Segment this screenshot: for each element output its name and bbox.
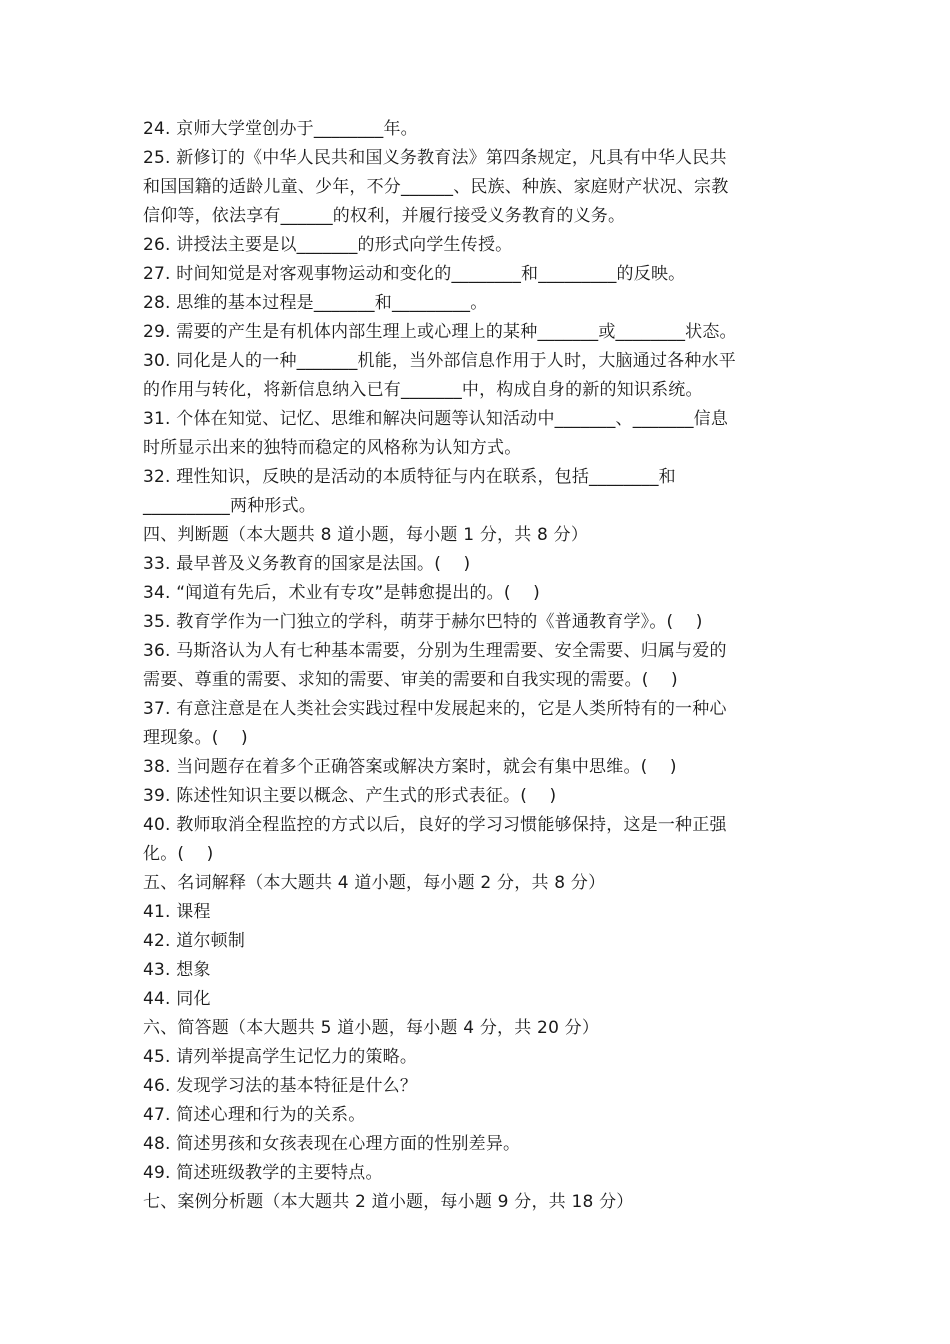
question-26: 26. 讲授法主要是以_______的形式向学生传授。 (143, 235, 513, 255)
question-43: 43. 想象 (143, 960, 211, 980)
section-heading-short-answer: 六、简答题（本大题共 5 道小题，每小题 4 分，共 20 分） (143, 1018, 600, 1038)
question-48: 48. 简述男孩和女孩表现在心理方面的性别差异。 (143, 1134, 521, 1154)
section-heading-definitions: 五、名词解释（本大题共 4 道小题，每小题 2 分，共 8 分） (143, 873, 606, 893)
question-42: 42. 道尔顿制 (143, 931, 246, 951)
question-35: 35. 教育学作为一门独立的学科，萌芽于赫尔巴特的《普通教育学》。( ) (143, 612, 703, 632)
exam-page (143, 115, 823, 1217)
question-25-line-1: 25. 新修订的《中华人民共和国义务教育法》第四条规定，凡具有中华人民共 (143, 148, 727, 168)
question-45: 45. 请列举提高学生记忆力的策略。 (143, 1047, 418, 1067)
question-49: 49. 简述班级教学的主要特点。 (143, 1163, 383, 1183)
section-heading-case-analysis: 七、案例分析题（本大题共 2 道小题，每小题 9 分，共 18 分） (143, 1192, 634, 1212)
question-24: 24. 京师大学堂创办于________年。 (143, 119, 418, 139)
question-31-line-1: 31. 个体在知觉、记忆、思维和解决问题等认知活动中_______、_______信息 (143, 409, 729, 429)
question-46: 46. 发现学习法的基本特征是什么？ (143, 1076, 418, 1096)
question-37-line-1: 37. 有意注意是在人类社会实践过程中发展起来的，它是人类所特有的一种心 (143, 699, 727, 719)
question-32-line-1: 32. 理性知识，反映的是活动的本质特征与内在联系，包括________和 (143, 467, 676, 487)
question-40-line-2: 化。( ) (143, 844, 214, 864)
question-40-line-1: 40. 教师取消全程监控的方式以后，良好的学习习惯能够保持，这是一种正强 (143, 815, 727, 835)
question-27: 27. 时间知觉是对客观事物运动和变化的________和_________的反映。 (143, 264, 686, 284)
question-25-line-3: 信仰等，依法享有______的权利，并履行接受义务教育的义务。 (143, 206, 626, 226)
question-37-line-2: 理现象。( ) (143, 728, 248, 748)
question-28: 28. 思维的基本过程是_______和_________。 (143, 293, 488, 313)
question-38: 38. 当问题存在着多个正确答案或解决方案时，就会有集中思维。( ) (143, 757, 677, 777)
section-heading-true-false: 四、判断题（本大题共 8 道小题，每小题 1 分，共 8 分） (143, 525, 589, 545)
question-44: 44. 同化 (143, 989, 211, 1009)
question-33: 33. 最早普及义务教育的国家是法国。( ) (143, 554, 471, 574)
question-36-line-2: 需要、尊重的需要、求知的需要、审美的需要和自我实现的需要。( ) (143, 670, 678, 690)
question-31-line-2: 时所显示出来的独特而稳定的风格称为认知方式。 (143, 438, 522, 458)
question-41: 41. 课程 (143, 902, 211, 922)
question-29: 29. 需要的产生是有机体内部生理上或心理上的某种_______或________状态。 (143, 322, 737, 342)
question-30-line-2: 的作用与转化，将新信息纳入已有_______中，构成自身的新的知识系统。 (143, 380, 703, 400)
question-32-line-2: __________两种形式。 (143, 496, 316, 516)
question-34: 34. “闻道有先后，术业有专攻”是韩愈提出的。( ) (143, 583, 540, 603)
question-39: 39. 陈述性知识主要以概念、产生式的形式表征。( ) (143, 786, 557, 806)
question-30-line-1: 30. 同化是人的一种_______机能，当外部信息作用于人时，大脑通过各种水平 (143, 351, 736, 371)
question-36-line-1: 36. 马斯洛认为人有七种基本需要，分别为生理需要、安全需要、归属与爱的 (143, 641, 727, 661)
question-25-line-2: 和国国籍的适龄儿童、少年，不分______、民族、种族、家庭财产状况、宗教 (143, 177, 729, 197)
question-47: 47. 简述心理和行为的关系。 (143, 1105, 366, 1125)
